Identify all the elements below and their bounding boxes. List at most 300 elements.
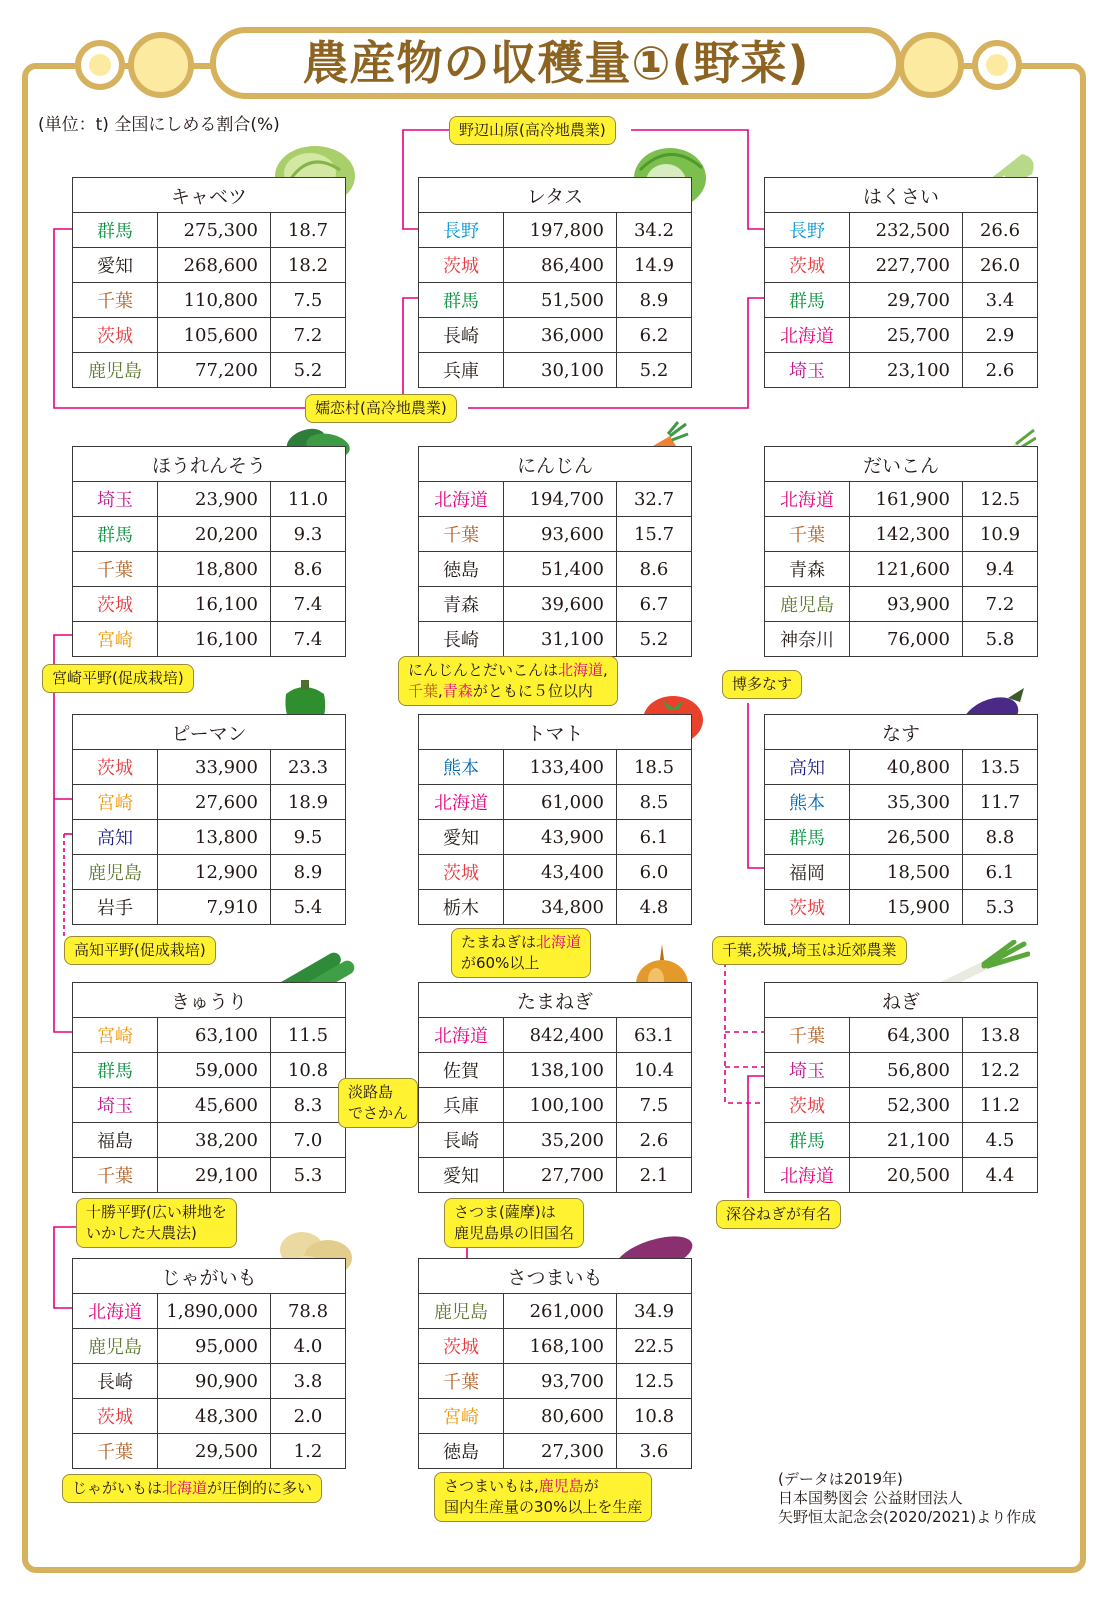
prefecture-cell: 宮崎 [73, 622, 158, 657]
amount-cell: 194,700 [504, 482, 617, 517]
prefecture-cell: 福岡 [765, 855, 850, 890]
table-row [419, 1329, 692, 1364]
table-row [765, 820, 1038, 855]
amount-cell: 61,000 [504, 785, 617, 820]
amount-cell: 842,400 [504, 1018, 617, 1053]
share-cell: 6.1 [617, 820, 692, 855]
share-cell: 26.0 [963, 248, 1038, 283]
share-cell: 4.5 [963, 1123, 1038, 1158]
prefecture-cell: 長崎 [419, 318, 504, 353]
amount-cell: 23,900 [158, 482, 271, 517]
source-note [778, 1470, 1036, 1527]
prefecture-cell: 千葉 [73, 283, 158, 318]
amount-cell: 16,100 [158, 622, 271, 657]
amount-cell: 29,700 [850, 283, 963, 318]
share-cell: 63.1 [617, 1018, 692, 1053]
table-row [73, 587, 346, 622]
note-highlight: 北海道 [558, 661, 604, 679]
amount-cell: 93,700 [504, 1364, 617, 1399]
share-cell: 6.1 [963, 855, 1038, 890]
amount-cell: 27,700 [504, 1158, 617, 1193]
table-eggplant [764, 714, 1038, 925]
amount-cell: 31,100 [504, 622, 617, 657]
amount-cell: 52,300 [850, 1088, 963, 1123]
table-row [765, 1053, 1038, 1088]
prefecture-cell: 千葉 [73, 1434, 158, 1469]
note-onion [451, 928, 591, 978]
amount-cell: 23,100 [850, 353, 963, 388]
table-green-onion [764, 982, 1038, 1193]
amount-cell: 63,100 [158, 1018, 271, 1053]
prefecture-cell: 栃木 [419, 890, 504, 925]
share-cell: 12.5 [963, 482, 1038, 517]
table-title: じゃがいも [73, 1259, 346, 1294]
prefecture-cell: 宮崎 [73, 1018, 158, 1053]
amount-cell: 7,910 [158, 890, 271, 925]
prefecture-cell: 北海道 [73, 1294, 158, 1329]
prefecture-cell: 鹿児島 [765, 587, 850, 622]
note-kochi-plain: 高知平野(促成栽培) [64, 936, 216, 965]
prefecture-cell: 北海道 [419, 482, 504, 517]
prefecture-cell: 千葉 [73, 1158, 158, 1193]
note-text: が60%以上 [461, 954, 540, 972]
amount-cell: 90,900 [158, 1364, 271, 1399]
amount-cell: 15,900 [850, 890, 963, 925]
amount-cell: 12,900 [158, 855, 271, 890]
table-carrot [418, 446, 692, 657]
table-row [765, 353, 1038, 388]
amount-cell: 43,400 [504, 855, 617, 890]
prefecture-cell: 茨城 [73, 318, 158, 353]
amount-cell: 161,900 [850, 482, 963, 517]
share-cell: 12.2 [963, 1053, 1038, 1088]
prefecture-cell: 茨城 [419, 1329, 504, 1364]
prefecture-cell: 長野 [419, 213, 504, 248]
table-row [73, 750, 346, 785]
amount-cell: 27,300 [504, 1434, 617, 1469]
note-tsumagoi: 嬬恋村(高冷地農業) [305, 394, 457, 423]
note-awaji [338, 1078, 418, 1128]
note-highlight: 鹿児島 [538, 1477, 584, 1495]
prefecture-cell: 愛知 [419, 820, 504, 855]
decor-circle-big-left [128, 32, 194, 98]
prefecture-cell: 徳島 [419, 1434, 504, 1469]
prefecture-cell: 群馬 [765, 283, 850, 318]
table-row [419, 1158, 692, 1193]
amount-cell: 29,100 [158, 1158, 271, 1193]
prefecture-cell: 宮崎 [73, 785, 158, 820]
table-row [765, 517, 1038, 552]
prefecture-cell: 高知 [73, 820, 158, 855]
share-cell: 11.2 [963, 1088, 1038, 1123]
table-title: にんじん [419, 447, 692, 482]
share-cell: 8.8 [963, 820, 1038, 855]
prefecture-cell: 高知 [765, 750, 850, 785]
table-row [73, 482, 346, 517]
share-cell: 5.2 [271, 353, 346, 388]
table-row [419, 1364, 692, 1399]
share-cell: 6.7 [617, 587, 692, 622]
amount-cell: 35,300 [850, 785, 963, 820]
table-title: はくさい [765, 178, 1038, 213]
amount-cell: 261,000 [504, 1294, 617, 1329]
share-cell: 7.5 [617, 1088, 692, 1123]
amount-cell: 105,600 [158, 318, 271, 353]
note-sweet-potato [434, 1472, 652, 1522]
table-row [419, 1123, 692, 1158]
table-row [73, 622, 346, 657]
table-row [765, 1088, 1038, 1123]
share-cell: 8.9 [617, 283, 692, 318]
table-title: ねぎ [765, 983, 1038, 1018]
table-row [73, 248, 346, 283]
prefecture-cell: 鹿児島 [73, 1329, 158, 1364]
share-cell: 11.7 [963, 785, 1038, 820]
prefecture-cell: 北海道 [419, 1018, 504, 1053]
table-row [73, 1053, 346, 1088]
share-cell: 2.0 [271, 1399, 346, 1434]
table-row [419, 587, 692, 622]
table-row [73, 820, 346, 855]
table-chinese-cabbage [764, 177, 1038, 388]
share-cell: 10.4 [617, 1053, 692, 1088]
table-row [765, 785, 1038, 820]
note-text: さつま(薩摩)は [454, 1203, 556, 1221]
amount-cell: 142,300 [850, 517, 963, 552]
table-row [73, 517, 346, 552]
share-cell: 3.8 [271, 1364, 346, 1399]
table-row [765, 890, 1038, 925]
amount-cell: 40,800 [850, 750, 963, 785]
prefecture-cell: 長崎 [73, 1364, 158, 1399]
prefecture-cell: 群馬 [73, 517, 158, 552]
prefecture-cell: 埼玉 [765, 353, 850, 388]
table-title: さつまいも [419, 1259, 692, 1294]
note-satsuma [444, 1198, 584, 1248]
table-green-pepper [72, 714, 346, 925]
share-cell: 7.4 [271, 587, 346, 622]
share-cell: 18.2 [271, 248, 346, 283]
amount-cell: 20,500 [850, 1158, 963, 1193]
table-row [419, 750, 692, 785]
table-row [419, 820, 692, 855]
share-cell: 5.3 [963, 890, 1038, 925]
table-row [419, 552, 692, 587]
note-fukaya: 深谷ねぎが有名 [716, 1200, 841, 1229]
table-row [73, 1434, 346, 1469]
table-title: キャベツ [73, 178, 346, 213]
share-cell: 5.2 [617, 622, 692, 657]
table-cabbage [72, 177, 346, 388]
amount-cell: 16,100 [158, 587, 271, 622]
table-tomato [418, 714, 692, 925]
prefecture-cell: 群馬 [765, 820, 850, 855]
prefecture-cell: 愛知 [73, 248, 158, 283]
table-title: レタス [419, 178, 692, 213]
table-onion [418, 982, 692, 1193]
table-row [419, 1399, 692, 1434]
share-cell: 18.5 [617, 750, 692, 785]
prefecture-cell: 長野 [765, 213, 850, 248]
decor-circle-small-left [75, 40, 125, 90]
prefecture-cell: 茨城 [419, 855, 504, 890]
share-cell: 4.0 [271, 1329, 346, 1364]
table-row [419, 855, 692, 890]
share-cell: 22.5 [617, 1329, 692, 1364]
prefecture-cell: 青森 [419, 587, 504, 622]
amount-cell: 77,200 [158, 353, 271, 388]
prefecture-cell: 徳島 [419, 552, 504, 587]
table-title: だいこん [765, 447, 1038, 482]
note-highlight: 千葉 [408, 682, 439, 700]
amount-cell: 93,600 [504, 517, 617, 552]
note-text: , [438, 682, 443, 700]
table-spinach [72, 446, 346, 657]
table-row [419, 213, 692, 248]
prefecture-cell: 愛知 [419, 1158, 504, 1193]
share-cell: 4.4 [963, 1158, 1038, 1193]
prefecture-cell: 茨城 [765, 890, 850, 925]
share-cell: 6.2 [617, 318, 692, 353]
table-row [73, 552, 346, 587]
table-cucumber [72, 982, 346, 1193]
table-row [73, 785, 346, 820]
amount-cell: 268,600 [158, 248, 271, 283]
amount-cell: 168,100 [504, 1329, 617, 1364]
share-cell: 7.5 [271, 283, 346, 318]
note-text: が [583, 1477, 599, 1495]
share-cell: 11.5 [271, 1018, 346, 1053]
share-cell: 5.4 [271, 890, 346, 925]
amount-cell: 275,300 [158, 213, 271, 248]
prefecture-cell: 福島 [73, 1123, 158, 1158]
page-title: 農産物の収穫量①(野菜) [302, 36, 810, 90]
note-suburban-farming: 千葉,茨城,埼玉は近郊農業 [712, 936, 907, 965]
note-text: じゃがいもは [72, 1479, 163, 1497]
note-text: にんじんとだいこんは [408, 661, 559, 679]
share-cell: 8.6 [271, 552, 346, 587]
title-banner [210, 27, 902, 99]
prefecture-cell: 北海道 [419, 785, 504, 820]
note-highlight: 北海道 [536, 933, 582, 951]
share-cell: 34.9 [617, 1294, 692, 1329]
source-line: (データは2019年) [778, 1470, 903, 1488]
table-row [419, 1434, 692, 1469]
table-row [765, 855, 1038, 890]
amount-cell: 100,100 [504, 1088, 617, 1123]
prefecture-cell: 埼玉 [73, 482, 158, 517]
amount-cell: 80,600 [504, 1399, 617, 1434]
share-cell: 26.6 [963, 213, 1038, 248]
amount-cell: 34,800 [504, 890, 617, 925]
source-line: 日本国勢図会 公益財団法人 [778, 1489, 963, 1507]
note-tokachi [76, 1198, 237, 1248]
share-cell: 5.2 [617, 353, 692, 388]
note-nobeyama: 野辺山原(高冷地農業) [449, 116, 616, 145]
table-row [765, 318, 1038, 353]
share-cell: 9.5 [271, 820, 346, 855]
share-cell: 10.8 [617, 1399, 692, 1434]
table-row [419, 248, 692, 283]
table-row [765, 1123, 1038, 1158]
prefecture-cell: 兵庫 [419, 1088, 504, 1123]
table-row [765, 587, 1038, 622]
prefecture-cell: 埼玉 [765, 1053, 850, 1088]
share-cell: 13.8 [963, 1018, 1038, 1053]
share-cell: 23.3 [271, 750, 346, 785]
amount-cell: 30,100 [504, 353, 617, 388]
table-title: ほうれんそう [73, 447, 346, 482]
prefecture-cell: 群馬 [765, 1123, 850, 1158]
decor-circle-big-right [898, 32, 964, 98]
share-cell: 18.9 [271, 785, 346, 820]
share-cell: 4.8 [617, 890, 692, 925]
note-text: , [603, 661, 608, 679]
table-row [765, 622, 1038, 657]
share-cell: 9.4 [963, 552, 1038, 587]
table-row [419, 622, 692, 657]
amount-cell: 35,200 [504, 1123, 617, 1158]
amount-cell: 27,600 [158, 785, 271, 820]
share-cell: 7.2 [271, 318, 346, 353]
table-row [765, 1018, 1038, 1053]
prefecture-cell: 千葉 [419, 517, 504, 552]
note-miyazaki-plain: 宮崎平野(促成栽培) [42, 664, 194, 693]
amount-cell: 43,900 [504, 820, 617, 855]
table-row [419, 283, 692, 318]
table-row [73, 1294, 346, 1329]
amount-cell: 51,400 [504, 552, 617, 587]
table-row [73, 213, 346, 248]
table-title: たまねぎ [419, 983, 692, 1018]
share-cell: 2.9 [963, 318, 1038, 353]
table-row [73, 1329, 346, 1364]
amount-cell: 26,500 [850, 820, 963, 855]
note-text: 淡路島 [348, 1083, 394, 1101]
table-row [73, 855, 346, 890]
table-row [73, 1399, 346, 1434]
prefecture-cell: 茨城 [73, 750, 158, 785]
amount-cell: 20,200 [158, 517, 271, 552]
table-sweet-potato [418, 1258, 692, 1469]
table-row [419, 890, 692, 925]
prefecture-cell: 埼玉 [73, 1088, 158, 1123]
share-cell: 7.4 [271, 622, 346, 657]
note-text: さつまいもは, [444, 1477, 539, 1495]
table-potato [72, 1258, 346, 1469]
note-text: 鹿児島県の旧国名 [454, 1224, 575, 1242]
amount-cell: 133,400 [504, 750, 617, 785]
table-row [419, 1294, 692, 1329]
amount-cell: 51,500 [504, 283, 617, 318]
table-row [419, 482, 692, 517]
prefecture-cell: 群馬 [73, 1053, 158, 1088]
note-text: が圧倒的に多い [207, 1479, 313, 1497]
amount-cell: 227,700 [850, 248, 963, 283]
table-row [765, 1158, 1038, 1193]
prefecture-cell: 群馬 [73, 213, 158, 248]
table-row [765, 248, 1038, 283]
share-cell: 8.9 [271, 855, 346, 890]
source-line: 矢野恒太記念会(2020/2021)より作成 [778, 1508, 1037, 1526]
prefecture-cell: 茨城 [73, 1399, 158, 1434]
amount-cell: 93,900 [850, 587, 963, 622]
share-cell: 34.2 [617, 213, 692, 248]
prefecture-cell: 岩手 [73, 890, 158, 925]
amount-cell: 33,900 [158, 750, 271, 785]
amount-cell: 13,800 [158, 820, 271, 855]
table-row [419, 318, 692, 353]
share-cell: 8.3 [271, 1088, 346, 1123]
amount-cell: 39,600 [504, 587, 617, 622]
amount-cell: 29,500 [158, 1434, 271, 1469]
share-cell: 11.0 [271, 482, 346, 517]
prefecture-cell: 茨城 [73, 587, 158, 622]
table-row [765, 482, 1038, 517]
note-highlight: 北海道 [162, 1479, 208, 1497]
prefecture-cell: 北海道 [765, 1158, 850, 1193]
prefecture-cell: 千葉 [765, 517, 850, 552]
prefecture-cell: 千葉 [765, 1018, 850, 1053]
table-row [419, 353, 692, 388]
amount-cell: 38,200 [158, 1123, 271, 1158]
prefecture-cell: 北海道 [765, 482, 850, 517]
amount-cell: 76,000 [850, 622, 963, 657]
prefecture-cell: 青森 [765, 552, 850, 587]
table-row [765, 750, 1038, 785]
prefecture-cell: 長崎 [419, 622, 504, 657]
prefecture-cell: 茨城 [765, 248, 850, 283]
note-carrot-daikon [398, 656, 618, 706]
table-row [419, 517, 692, 552]
table-title: なす [765, 715, 1038, 750]
prefecture-cell: 熊本 [765, 785, 850, 820]
share-cell: 7.0 [271, 1123, 346, 1158]
amount-cell: 110,800 [158, 283, 271, 318]
share-cell: 9.3 [271, 517, 346, 552]
note-potato [62, 1474, 322, 1503]
table-daikon [764, 446, 1038, 657]
prefecture-cell: 茨城 [419, 248, 504, 283]
amount-cell: 86,400 [504, 248, 617, 283]
table-row [73, 890, 346, 925]
amount-cell: 197,800 [504, 213, 617, 248]
table-row [73, 318, 346, 353]
note-text: 十勝平野(広い耕地を [86, 1203, 227, 1221]
amount-cell: 56,800 [850, 1053, 963, 1088]
table-row [419, 1053, 692, 1088]
share-cell: 8.5 [617, 785, 692, 820]
table-row [419, 1088, 692, 1123]
share-cell: 3.4 [963, 283, 1038, 318]
table-title: トマト [419, 715, 692, 750]
share-cell: 14.9 [617, 248, 692, 283]
amount-cell: 95,000 [158, 1329, 271, 1364]
table-row [73, 1158, 346, 1193]
share-cell: 10.8 [271, 1053, 346, 1088]
share-cell: 7.2 [963, 587, 1038, 622]
table-row [73, 283, 346, 318]
prefecture-cell: 鹿児島 [73, 855, 158, 890]
prefecture-cell: 兵庫 [419, 353, 504, 388]
share-cell: 6.0 [617, 855, 692, 890]
prefecture-cell: 神奈川 [765, 622, 850, 657]
prefecture-cell: 千葉 [73, 552, 158, 587]
prefecture-cell: 佐賀 [419, 1053, 504, 1088]
amount-cell: 48,300 [158, 1399, 271, 1434]
prefecture-cell: 宮崎 [419, 1399, 504, 1434]
note-hakata: 博多なす [722, 670, 802, 699]
